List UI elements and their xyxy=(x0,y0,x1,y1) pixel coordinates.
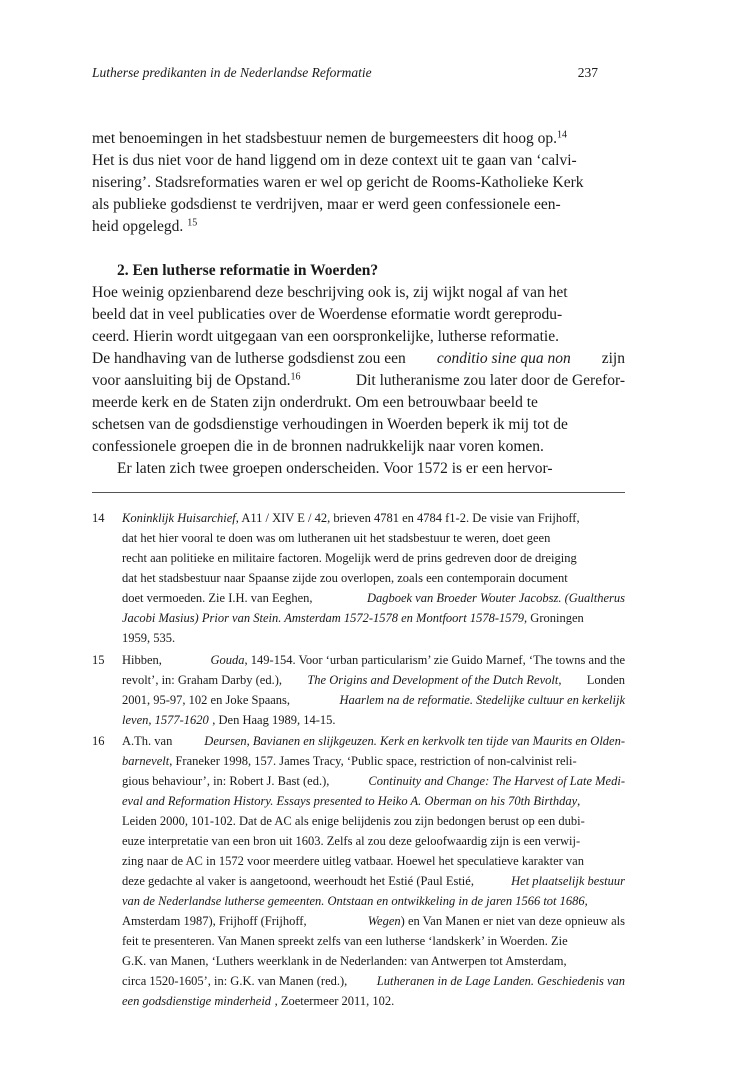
section-heading: 2. Een lutherse reformatie in Woerden? xyxy=(117,262,379,279)
note-line xyxy=(122,608,625,628)
italic-phrase: Het plaatselijk bestuur xyxy=(511,874,625,888)
text-line: als publieke godsdienst te verdrijven, maar er werd geen confessionele een- xyxy=(92,196,561,213)
line-text: , A11 / XIV E / 42, brieven 4781 en 4784 f1-2. De visie van Frijhoff, xyxy=(235,511,580,525)
note-line: euze interpretatie van een bron uit 1603. Zelfs al zou deze geloofwaardig zijn is een verwij- xyxy=(122,834,581,848)
italic-phrase: Wegen xyxy=(367,914,401,928)
text-line: schetsen van de godsdienstige verhoudingen in Woerden beperk ik mij tot de xyxy=(92,416,568,433)
text-line: meerde kerk en de Staten zijn onderdrukt. Om een betrouwbaar beeld te xyxy=(92,394,538,411)
text-line: ceerd. Hierin wordt uitgegaan van een oorspronkelijke, lutherse reformatie. xyxy=(92,328,559,345)
italic-phrase: barnevelt xyxy=(122,754,170,768)
note-line: van de Nederlandse lutherse gemeenten. Ontstaan en ontwikkeling in de jaren 1566 tot 1686, xyxy=(122,894,588,908)
text-line: nisering’. Stadsreformaties waren er wel op gericht de Rooms-Katholieke Kerk xyxy=(92,174,584,191)
line-text: circa 1520-1605’, in: G.K. van Manen (red.), xyxy=(122,974,348,988)
note-line xyxy=(122,971,625,991)
line-text xyxy=(211,650,626,670)
italic-phrase: eval and Reformation History. Essays presented to Heiko A. Oberman on his 70th Birthday xyxy=(122,794,578,808)
line-text xyxy=(122,991,398,1011)
note-line: dat het hier vooral te doen was om lutheranen uit het stadsbestuur te weren, doet geen xyxy=(122,531,551,545)
italic-phrase: Lutheranen in de Lage Landen. Geschiedenis van xyxy=(376,974,625,988)
line-text: 2001, 95-97, 102 en Joke Spaans, xyxy=(122,692,291,707)
footnote-14 xyxy=(92,508,625,648)
line-text: gious behaviour’, in: Robert J. Bast (ed.), xyxy=(122,774,330,788)
running-header xyxy=(92,64,598,82)
note-line xyxy=(122,871,625,891)
italic-phrase: Gouda xyxy=(210,652,245,667)
note-line xyxy=(122,710,625,730)
italic-phrase: Deursen, Bavianen en slijkgeuzen. Kerk en kerkvolk ten tijde van Maurits en Olden- xyxy=(204,734,625,748)
note-line: G.K. van Manen, ‘Luthers weerklank in de Nederlanden: van Antwerpen tot Amsterdam, xyxy=(122,954,567,968)
line-text xyxy=(92,370,300,392)
line-text xyxy=(122,508,580,528)
note-line xyxy=(122,771,625,791)
line-text: De handhaving van de lutherse godsdienst zou een xyxy=(92,350,406,367)
line-text: ) en Van Manen er niet van deze opnieuw als xyxy=(400,914,625,928)
line-text: voor aansluiting bij de Opstand. xyxy=(92,372,291,389)
footnote-ref[interactable]: 15 xyxy=(187,217,198,229)
line-text: Dit lutheranisme zou later door de Gerefor- xyxy=(355,372,625,389)
text-line: Hoe weinig opzienbarend deze beschrijving ook is, zij wijkt nogal af van het xyxy=(92,284,568,301)
italic-phrase: Jacobi Masius) Prior van Stein. Amsterdam 1572-1578 en Montfoort 1578-1579 xyxy=(122,611,525,625)
footnote-number: 14 xyxy=(92,511,105,525)
line-text: doet vermoeden. Zie I.H. van Eeghen, xyxy=(122,591,313,605)
note-line: 1959, 535. xyxy=(122,631,176,645)
line-text xyxy=(92,216,197,238)
note-line xyxy=(122,991,625,1011)
text-line: beeld dat in veel publicaties over de Woerdense eformatie wordt gereprodu- xyxy=(92,306,563,323)
footnote-number: 16 xyxy=(92,734,105,748)
body-text xyxy=(92,128,625,480)
line-text: Amsterdam 1987), Frijhoff (Frijhoff, xyxy=(122,914,307,928)
line-text: revolt’, in: Graham Darby (ed.), xyxy=(122,672,283,687)
italic-phrase: een godsdienstige minderheid xyxy=(122,994,272,1008)
line-text: , 149-154. Voor ‘urban particularism’ zie Guido Marnef, ‘The towns and the xyxy=(244,652,625,667)
italic-phrase: leven, 1577-1620 xyxy=(122,712,209,727)
note-line xyxy=(122,588,625,608)
line-text xyxy=(92,128,567,150)
italic-phrase: Koninklijk Huisarchief xyxy=(122,511,236,525)
note-line xyxy=(122,731,625,751)
line-text: heid opgelegd. xyxy=(92,218,184,235)
line-text: met benoemingen in het stadsbestuur nemen de burgemeesters dit hoog op. xyxy=(92,130,558,147)
line-text xyxy=(122,751,577,771)
note-line xyxy=(122,508,625,528)
footnote-15 xyxy=(92,650,625,730)
note-line xyxy=(122,751,625,771)
italic-phrase: The Origins and Development of the Dutch Revolt, xyxy=(307,672,562,687)
line-text: , xyxy=(577,794,581,808)
note-line: dat het stadsbestuur naar Spaanse zijde zou overlopen, zoals een contemporain document xyxy=(122,571,568,585)
italic-phrase: conditio sine qua non xyxy=(436,350,571,367)
line-text: Londen xyxy=(586,672,625,687)
line-text xyxy=(122,791,580,811)
footnotes xyxy=(92,508,625,1013)
text-line xyxy=(92,370,625,392)
line-text xyxy=(368,911,625,931)
line-text: , Den Haag 1989, 14-15. xyxy=(212,712,336,727)
text-line: Het is dus niet voor de hand liggend om in deze context uit te gaan van ‘calvi- xyxy=(92,152,577,169)
line-text: A.Th. van xyxy=(122,734,173,748)
text-line: Er laten zich twee groepen onderscheiden. Voor 1572 is er een hervor- xyxy=(117,460,553,477)
line-text: deze gedachte al vaker is aangetoond, weerhoudt het Estié (Paul Estié, xyxy=(122,874,474,888)
text-line xyxy=(92,216,625,238)
footnote-number: 15 xyxy=(92,652,105,667)
note-line: recht aan politieke en militaire factoren. Mogelijk werd de prins gedreven door de dreiging xyxy=(122,551,577,565)
italic-phrase: Continuity and Change: The Harvest of Late Medi- xyxy=(368,774,625,788)
note-line xyxy=(122,670,625,690)
note-line: zing naar de AC in 1572 voor meerdere uitleg vatbaar. Hoewel het speculatieve karakter van xyxy=(122,854,584,868)
text-line xyxy=(92,128,625,150)
spacer xyxy=(92,238,625,260)
footnote-16 xyxy=(92,731,625,1011)
note-line xyxy=(122,690,625,710)
italic-phrase: Haarlem na de reformatie. Stedelijke cultuur en kerkelijk xyxy=(339,692,625,707)
line-text: , Zoetermeer 2011, 102. xyxy=(274,994,395,1008)
line-text: , Franeker 1998, 157. James Tracy, ‘Public space, restriction of non-calvinist reli- xyxy=(169,754,577,768)
running-title: Lutherse predikanten in de Nederlandse Reformatie xyxy=(92,65,372,80)
note-line xyxy=(122,911,625,931)
line-text xyxy=(122,710,339,730)
footnote-ref[interactable]: 16 xyxy=(290,371,301,383)
footnote-separator xyxy=(92,492,625,493)
text-line: confessionele groepen die in de bronnen nadrukkelijk naar voren komen. xyxy=(92,438,544,455)
italic-phrase: Dagboek van Broeder Wouter Jacobsz. (Gualtherus xyxy=(366,591,625,605)
line-text: , Groningen xyxy=(524,611,584,625)
note-line: feit te presenteren. Van Manen spreekt zelfs van een lutherse ‘landskerk’ in Woerden. Zie xyxy=(122,934,568,948)
page-number: 237 xyxy=(577,65,598,80)
note-line xyxy=(122,791,625,811)
note-line xyxy=(122,650,625,670)
line-text: Hibben, xyxy=(122,652,162,667)
footnote-ref[interactable]: 14 xyxy=(557,129,568,141)
line-text: zijn xyxy=(601,350,625,367)
text-line xyxy=(92,348,625,370)
line-text xyxy=(122,608,584,628)
note-line: Leiden 2000, 101-102. Dat de AC als enige belijdenis zou zijn bedongen berust op een dubi- xyxy=(122,814,585,828)
